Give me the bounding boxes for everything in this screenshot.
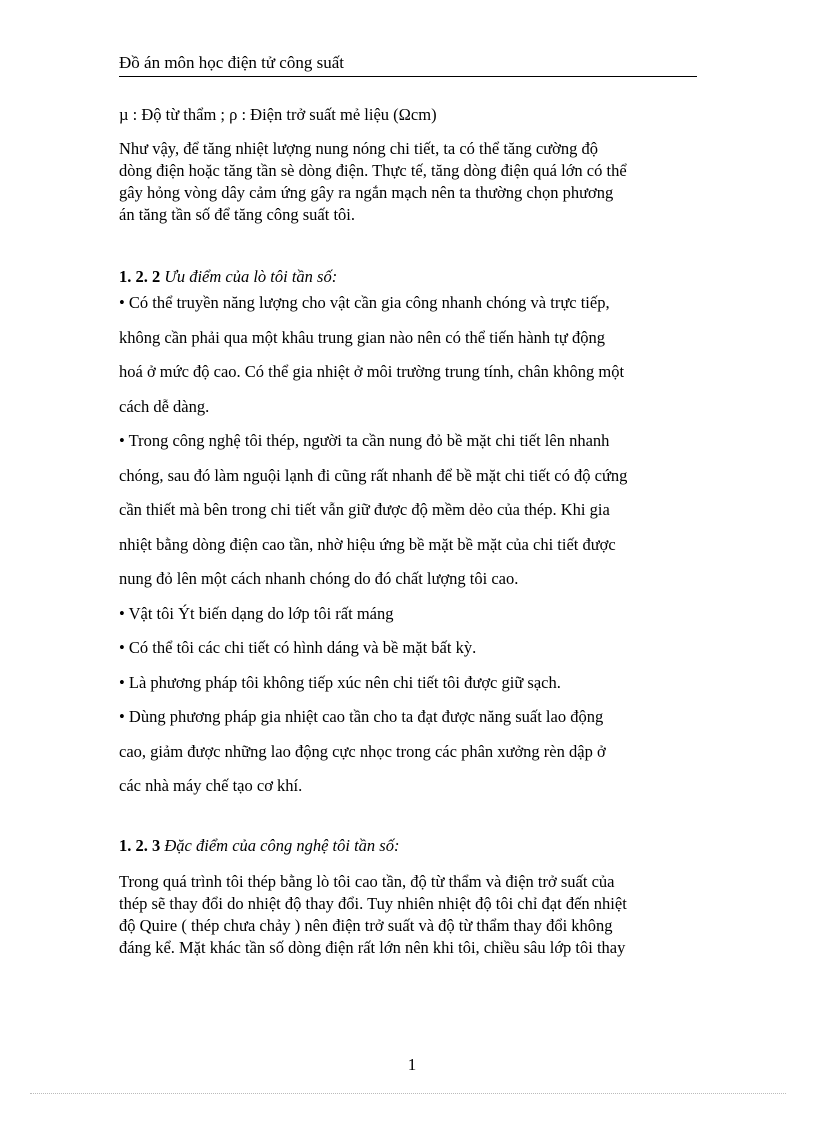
body-line: cách dễ dàng.	[119, 396, 210, 416]
page-header: Đồ án môn học điện tử công suất	[119, 52, 697, 77]
body-line: Trong quá trình tôi thép bằng lò tôi cao tần, độ từ thẩm và điện trở suất của	[119, 872, 615, 891]
body-line: các nhà máy chế tạo cơ khí.	[119, 776, 303, 795]
section-title: Ưu điểm của lò tôi tần số:	[164, 267, 338, 286]
page-number: 1	[407, 1055, 417, 1074]
body-line: nhiệt bằng dòng điện cao tần, nhờ hiệu ứng bề mặt bề mặt của chi tiết được	[119, 534, 616, 554]
body-line: cần thiết mà bên trong chi tiết vẫn giữ được độ mềm dẻo của thép. Khi gia	[119, 500, 610, 519]
section-number: 1. 2. 3	[119, 836, 165, 855]
body-line: cao, giảm được những lao động cực nhọc trong các phân xưởng rèn dập ở	[119, 741, 606, 761]
body-line: hoá ở mức độ cao. Có thể gia nhiệt ở môi trường trung tính, chân không một	[119, 362, 625, 381]
symbols-line: µ : Độ từ thẩm ; ρ : Điện trở suất mẻ liệu (Ωcm)	[119, 105, 437, 124]
body-line: không cần phải qua một khâu trung gian nào nên có thể tiến hành tự động	[119, 327, 605, 347]
body-line: • Trong công nghệ tôi thép, người ta cần nung đỏ bề mặt chi tiết lên nhanh	[119, 431, 610, 450]
body-line: • Dùng phương pháp gia nhiệt cao tần cho ta đạt được năng suất lao động	[119, 707, 604, 726]
body-line: • Vật tôi Ýt biến dạng do lớp tôi rất máng	[119, 603, 394, 623]
section-heading-1-2-3	[119, 835, 399, 857]
body-line: độ Quire ( thép chưa chảy ) nên điện trở suất và độ từ thẩm thay đổi không	[119, 916, 613, 935]
section-1-2-3-body	[119, 871, 699, 959]
body-line: chóng, sau đó làm nguội lạnh đi cũng rất nhanh để bề mặt chi tiết có độ cứng	[119, 465, 628, 485]
body-line: nung đỏ lên một cách nhanh chóng do đó chất lượng tôi cao.	[119, 569, 519, 588]
paragraph-line: Như vậy, để tăng nhiệt lượng nung nóng chi tiết, ta có thể tăng cường độ	[119, 139, 598, 158]
paragraph-line: dòng điện hoặc tăng tần sè dòng điện. Thực tế, tăng dòng điện quá lớn có thể	[119, 161, 627, 180]
body-line: • Có thể truyền năng lượng cho vật cần gia công nhanh chóng và trực tiếp,	[119, 293, 610, 312]
section-title: Đặc điểm của công nghệ tôi tần số:	[164, 836, 400, 855]
intro-paragraph	[119, 138, 699, 226]
section-number: 1. 2. 2	[119, 267, 165, 286]
body-line: thép sẽ thay đổi do nhiệt độ thay đổi. Tuy nhiên nhiệt độ tôi chỉ đạt đến nhiệt	[119, 894, 627, 913]
body-line: • Có thể tôi các chi tiết có hình dáng và bề mặt bất kỳ.	[119, 638, 477, 657]
paragraph-line: gây hỏng vòng dây cảm ứng gây ra ngắn mạch nên ta thường chọn phương	[119, 183, 614, 202]
body-line: • Là phương pháp tôi không tiếp xúc nên chi tiết tôi được giữ sạch.	[119, 672, 561, 692]
body-line: đáng kể. Mặt khác tần số dòng điện rất lớn nên khi tôi, chiều sâu lớp tôi thay	[119, 938, 626, 957]
paragraph-line: án tăng tần số để tăng công suất tôi.	[119, 205, 355, 224]
page-bottom-divider	[30, 1093, 786, 1094]
section-heading-1-2-2	[119, 266, 337, 288]
section-1-2-2-body	[119, 286, 699, 804]
